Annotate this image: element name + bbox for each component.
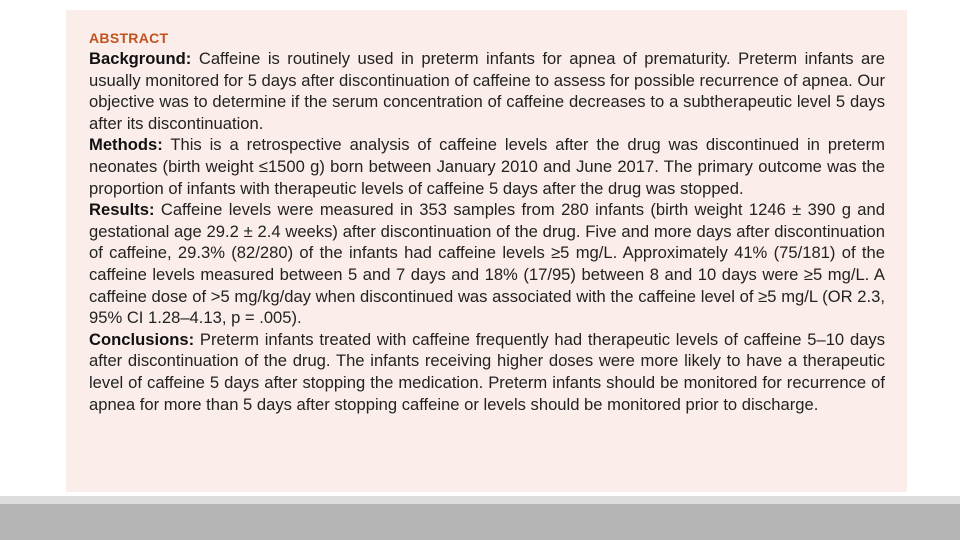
results-label: Results: <box>89 200 155 220</box>
footer-bar <box>0 504 960 540</box>
methods-section <box>89 134 885 199</box>
results-text: Caffeine levels were measured in 353 samples from 280 infants (birth weight 1246 ± 390 g and gestational age 29.2 ± 2.4 weeks) after discontinuation of the drug. Five and more days after discontinuation of caffeine, 29.3% (82/280) of the infants had caffeine levels ≥5 mg/L. Approximately 41% (75/181) of the caffeine levels measured between 5 and 7 days and 18% (17/95) between 8 and 10 days were ≥5 mg/L. A caffeine dose of >5 mg/kg/day when discontinued was associated with the caffeine level of ≥5 mg/L (OR 2.3, 95% CI 1.28–4.13, p = .005). <box>89 200 885 328</box>
background-section <box>89 48 885 134</box>
background-text: Caffeine is routinely used in preterm infants for apnea of prematurity. Preterm infants are usually monitored for 5 days after discontinuation of caffeine to assess for possible recurrence of apnea. Our objective was to determine if the serum concentration of caffeine decreases to a subtherapeutic level 5 days after its discontinuation. <box>89 49 885 133</box>
conclusions-text: Preterm infants treated with caffeine frequently had therapeutic levels of caffeine 5–10 days after discontinuation of the drug. The infants receiving higher doses were more likely to have a therapeutic level of caffeine 5 days after stopping the medication. Preterm infants should be monitored for recurrence of apnea for more than 5 days after stopping caffeine or levels should be monitored prior to discharge. <box>89 329 885 414</box>
conclusions-label: Conclusions: <box>89 329 195 349</box>
footer-divider <box>0 496 960 504</box>
methods-label: Methods: <box>89 135 163 155</box>
conclusions-section <box>89 329 885 415</box>
abstract-heading: ABSTRACT <box>89 30 169 46</box>
abstract-panel <box>66 10 907 492</box>
results-section <box>89 199 885 329</box>
background-label: Background: <box>89 49 192 68</box>
methods-text: This is a retrospective analysis of caffeine levels after the drug was discontinued in preterm neonates (birth weight ≤1500 g) born between January 2010 and June 2017. The primary outcome was the proportion of infants with therapeutic levels of caffeine 5 days after the drug was stopped. <box>89 135 885 198</box>
